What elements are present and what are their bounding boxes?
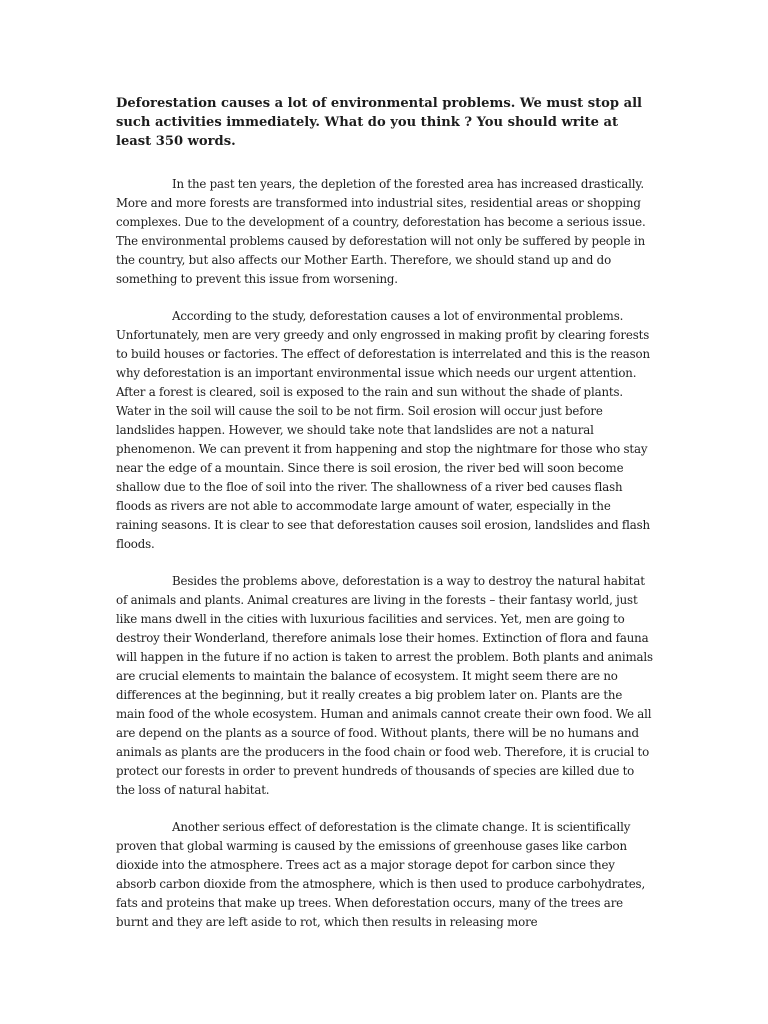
paragraph-1: In the past ten years, the depletion of the forested area has increased drastically. More and more forests are transformed into industrial sites, residential areas or shopping complexes. Due to the development of a country, deforestation has become a serious issue. The environmental problems caused by deforestation will not only be suffered by people in the country, but also affects our Mother Earth. Therefore, we should stand up and do something to prevent this issue from worsening. [116, 177, 646, 286]
essay-body [116, 94, 654, 950]
paragraph-3: Besides the problems above, deforestation is a way to destroy the natural habitat of animals and plants. Animal creatures are living in the forests – their fantasy world, just like mans dwell in the cities with luxurious facilities and services. Yet, men are going to destroy their Wonderland, therefore animals lose their homes. Extinction of flora and fauna will happen in the future if no action is taken to arrest the problem. Both plants and animals are crucial elements to maintain the balance of ecosystem. It might seem there are no differences at the beginning, but it really creates a big problem later on. Plants are the main food of the whole ecosystem. Human and animals cannot create their own food. We all are depend on the plants as a source of food. Without plants, there will be no humans and animals as plants are the producers in the food chain or food web. Therefore, it is crucial to protect our forests in order to prevent hundreds of thousands of species are killed due to the loss of natural habitat. [116, 574, 653, 797]
paragraph-4: Another serious effect of deforestation is the climate change. It is scientifically proven that global warming is caused by the emissions of greenhouse gases like carbon dioxide into the atmosphere. Trees act as a major storage depot for carbon since they absorb carbon dioxide from the atmosphere, which is then used to produce carbohydrates, fats and proteins that make up trees. When deforestation occurs, many of the trees are burnt and they are left aside to rot, which then results in releasing more [116, 820, 646, 929]
paragraph-2: According to the study, deforestation causes a lot of environmental problems. Unfortunately, men are very greedy and only engrossed in making profit by clearing forests to build houses or factories. The effect of deforestation is interrelated and this is the reason why deforestation is an important environmental issue which needs our urgent attention. After a forest is cleared, soil is exposed to the rain and sun without the shade of plants. Water in the soil will cause the soil to be not firm. Soil erosion will occur just before landslides happen. However, we should take note that landslides are not a natural phenomenon. We can prevent it from happening and stop the nightmare for those who stay near the edge of a mountain. Since there is soil erosion, the river bed will soon become shallow due to the floe of soil into the river. The shallowness of a river bed causes flash floods as rivers are not able to accommodate large amount of water, especially in the raining seasons. It is clear to see that deforestation causes soil erosion, landslides and flash floods. [116, 309, 650, 551]
essay-question: Deforestation causes a lot of environmental problems. We must stop all such activities immediately. What do you think ? You should write at least 350 words. [116, 96, 643, 149]
